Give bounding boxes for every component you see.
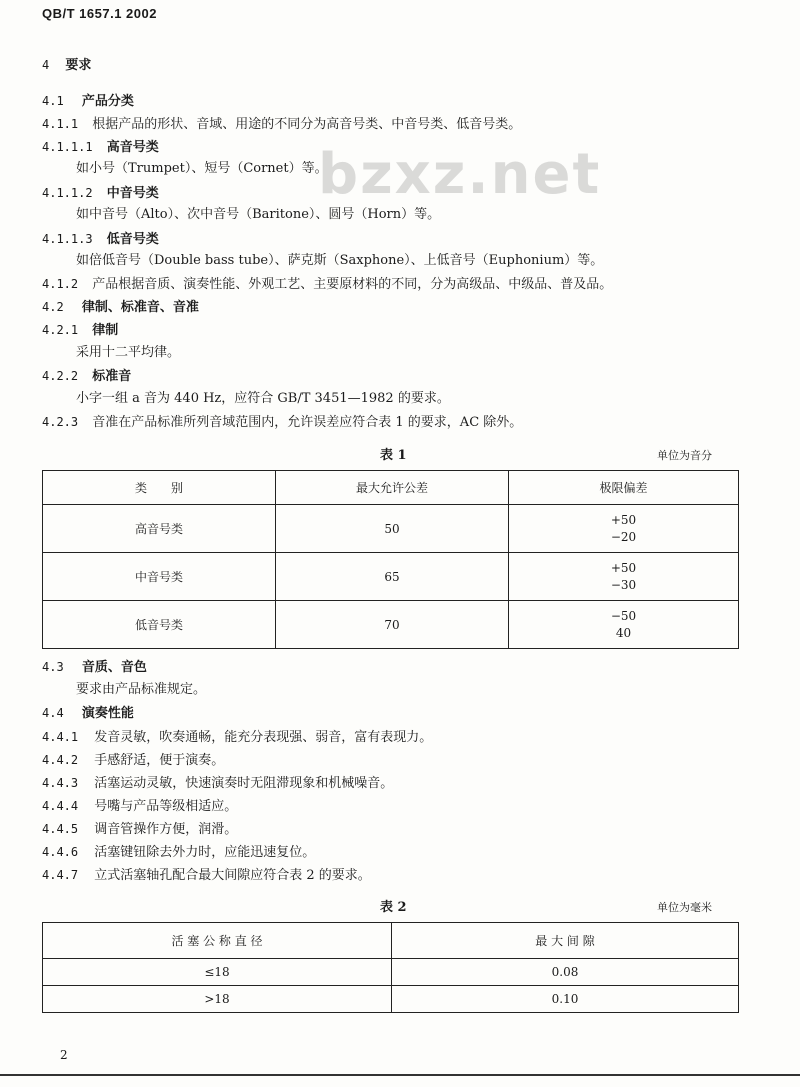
header-tolerance: 最大允许公差 xyxy=(276,471,509,505)
clause-text: 根据产品的形状、音域、用途的不同分为高音号类、中音号类、低音号类。 xyxy=(92,117,522,132)
section-4-3-body: 要求由产品标准规定。 xyxy=(76,682,207,697)
tolerance-cell: 70 xyxy=(276,601,509,649)
section-number: 4.4 xyxy=(42,706,64,720)
clause-number: 4.4.4 xyxy=(42,799,79,813)
section-title: 律制、标准音、音准 xyxy=(81,300,199,315)
header-gap: 最 大 间 隙 xyxy=(392,923,739,959)
deviation-cell xyxy=(509,601,739,649)
header-diameter: 活 塞 公 称 直 径 xyxy=(43,923,392,959)
diameter-cell: >18 xyxy=(43,986,392,1013)
section-4-1-heading xyxy=(42,92,134,111)
deviation-lower: 40 xyxy=(615,625,632,640)
table-row xyxy=(43,959,739,986)
clause-title: 高音号类 xyxy=(106,140,159,155)
section-title: 要求 xyxy=(65,58,92,73)
header-category: 类 别 xyxy=(43,471,276,505)
clause-4-4-1 xyxy=(42,728,432,747)
clause-number: 4.4.6 xyxy=(42,845,79,859)
section-title: 演奏性能 xyxy=(81,706,134,721)
table-1 xyxy=(42,470,739,649)
table-row xyxy=(43,986,739,1013)
clause-number: 4.1.2 xyxy=(42,277,79,291)
clause-title: 中音号类 xyxy=(106,186,159,201)
clause-4-1-2 xyxy=(42,275,612,294)
clause-4-2-2-heading xyxy=(42,367,131,386)
clause-number: 4.1.1.1 xyxy=(42,140,93,154)
clause-4-2-1-body: 采用十二平均律。 xyxy=(76,345,181,360)
tolerance-cell: 50 xyxy=(276,505,509,553)
clause-text: 音准在产品标准所列音域范围内，允许误差应符合表 1 的要求，AC 除外。 xyxy=(92,415,523,430)
clause-number: 4.4.5 xyxy=(42,822,79,836)
clause-number: 4.4.1 xyxy=(42,730,79,744)
section-number: 4.2 xyxy=(42,300,64,314)
clause-4-4-7 xyxy=(42,866,371,885)
table-row xyxy=(43,505,739,553)
watermark: bzxz.net xyxy=(318,142,602,207)
header-deviation: 极限偏差 xyxy=(509,471,739,505)
category-cell: 高音号类 xyxy=(43,505,276,553)
table-row xyxy=(43,601,739,649)
clause-4-1-1-1-body: 如小号（Trumpet）、短号（Cornet）等。 xyxy=(76,161,328,176)
section-number: 4.1 xyxy=(42,94,64,108)
clause-4-2-2-body: 小字一组 a 音为 440 Hz，应符合 GB/T 3451—1982 的要求。 xyxy=(76,391,450,406)
clause-number: 4.1.1.2 xyxy=(42,186,93,200)
clause-4-1-1-1-heading xyxy=(42,138,159,157)
deviation-cell xyxy=(509,553,739,601)
page-number: 2 xyxy=(60,1048,68,1062)
bottom-rule xyxy=(0,1074,800,1076)
section-number: 4 xyxy=(42,58,50,72)
category-cell: 低音号类 xyxy=(43,601,276,649)
deviation-upper: +50 xyxy=(610,512,637,527)
deviation-cell xyxy=(509,505,739,553)
deviation-upper: +50 xyxy=(610,560,637,575)
section-title: 产品分类 xyxy=(81,94,134,109)
clause-text: 手感舒适，便于演奏。 xyxy=(94,753,225,768)
clause-text: 号嘴与产品等级相适应。 xyxy=(94,799,238,814)
clause-4-4-6 xyxy=(42,843,315,862)
section-4-3-heading xyxy=(42,658,147,677)
clause-4-1-1-2-heading xyxy=(42,184,159,203)
table-2-unit: 单位为毫米 xyxy=(657,901,712,914)
table-header-row xyxy=(43,471,739,505)
section-4-4-heading xyxy=(42,704,134,723)
clause-4-1-1-3-heading xyxy=(42,230,159,249)
clause-number: 4.4.2 xyxy=(42,753,79,767)
clause-text: 调音管操作方便，润滑。 xyxy=(94,822,238,837)
section-4-heading xyxy=(42,56,91,75)
clause-title: 标准音 xyxy=(92,369,132,384)
section-title: 音质、音色 xyxy=(81,660,147,675)
clause-title: 低音号类 xyxy=(106,232,159,247)
clause-number: 4.2.1 xyxy=(42,323,79,337)
table-2 xyxy=(42,922,739,1013)
diameter-cell: ≤18 xyxy=(43,959,392,986)
clause-text: 活塞键钮除去外力时，应能迅速复位。 xyxy=(94,845,316,860)
table-1-unit: 单位为音分 xyxy=(657,449,712,462)
standard-code: QB/T 1657.1 2002 xyxy=(42,6,157,21)
clause-4-4-4 xyxy=(42,797,237,816)
table-row xyxy=(43,553,739,601)
clause-text: 发音灵敏，吹奏通畅，能充分表现强、弱音，富有表现力。 xyxy=(94,730,433,745)
category-cell: 中音号类 xyxy=(43,553,276,601)
clause-number: 4.4.7 xyxy=(42,868,79,882)
clause-number: 4.2.2 xyxy=(42,369,79,383)
clause-4-4-5 xyxy=(42,820,237,839)
deviation-lower: −30 xyxy=(610,577,637,592)
deviation-upper: −50 xyxy=(610,608,637,623)
clause-number: 4.1.1.3 xyxy=(42,232,93,246)
gap-cell: 0.10 xyxy=(392,986,739,1013)
clause-4-4-2 xyxy=(42,751,224,770)
tolerance-cell: 65 xyxy=(276,553,509,601)
clause-number: 4.4.3 xyxy=(42,776,79,790)
table-1-caption: 表 1 xyxy=(380,448,407,463)
section-number: 4.3 xyxy=(42,660,64,674)
table-header-row xyxy=(43,923,739,959)
clause-text: 立式活塞轴孔配合最大间隙应符合表 2 的要求。 xyxy=(94,868,371,883)
gap-cell: 0.08 xyxy=(392,959,739,986)
clause-text: 活塞运动灵敏，快速演奏时无阻滞现象和机械噪音。 xyxy=(94,776,394,791)
clause-number: 4.2.3 xyxy=(42,415,79,429)
clause-text: 产品根据音质、演奏性能、外观工艺、主要原材料的不同，分为高级品、中级品、普及品。 xyxy=(92,277,613,292)
clause-4-1-1-2-body: 如中音号（Alto）、次中音号（Baritone）、圆号（Horn）等。 xyxy=(76,207,441,222)
clause-4-1-1-3-body: 如倍低音号（Double bass tube）、萨克斯（Saxphone）、上低音号（Euphonium）等。 xyxy=(76,253,604,268)
clause-title: 律制 xyxy=(92,323,119,338)
clause-4-2-1-heading xyxy=(42,321,118,340)
clause-4-2-3 xyxy=(42,413,522,432)
clause-4-1-1 xyxy=(42,115,521,134)
clause-number: 4.1.1 xyxy=(42,117,79,131)
section-4-2-heading xyxy=(42,298,199,317)
clause-4-4-3 xyxy=(42,774,393,793)
table-2-caption: 表 2 xyxy=(380,900,407,915)
deviation-lower: −20 xyxy=(610,529,637,544)
